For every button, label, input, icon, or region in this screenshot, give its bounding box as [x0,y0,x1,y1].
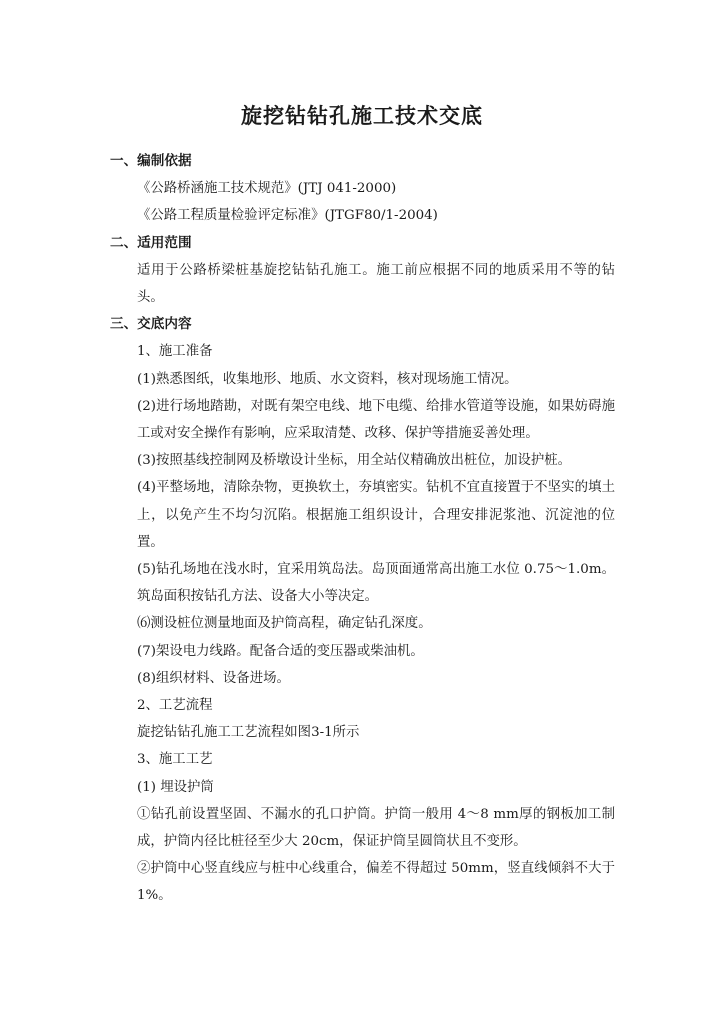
section-heading: 一、编制依据 [110,153,192,169]
paragraph: (7)架设电力线路。配备合适的变压器或柴油机。 [137,643,424,659]
paragraph: (2)进行场地踏勘，对既有架空电线、地下电缆、给排水管道等设施，如果妨碍施工或对安全操作有影响，应采取清楚、改移、保护等措施妥善处理。 [137,398,615,442]
subheading: 3、施工工艺 [137,752,213,768]
paragraph: (5)钻孔场地在浅水时，宜采用筑岛法。岛顶面通常高出施工水位 0.75～1.0m。筑岛面积按钻孔方法、设备大小等决定。 [137,562,615,605]
section-heading: 二、适用范围 [110,234,192,251]
reference-item: 《公路桥涵施工技术规范》(JTJ 041-2000) [137,181,397,197]
paragraph: 旋挖钻钻孔施工工艺流程如图3-1所示 [137,725,360,741]
paragraph: (8)组织材料、设备进场。 [137,670,290,686]
paragraph: ①钻孔前设置坚固、不漏水的孔口护筒。护筒一般用 4～8 mm厚的钢板加工制成，护筒内径比桩径至少大 20cm，保证护筒呈圆筒状且不变形。 [137,806,615,850]
paragraph: ⑹测设桩位测量地面及护筒高程，确定钻孔深度。 [137,616,432,632]
page-title: 旋挖钻钻孔施工技术交底 [241,104,483,128]
paragraph: 适用于公路桥梁桩基旋挖钻钻孔施工。施工前应根据不同的地质采用不等的钻头。 [137,262,615,306]
document-body [110,148,615,910]
paragraph: (1)熟悉图纸，收集地形、地质、水文资料，核对现场施工情况。 [137,371,518,387]
paragraph: (3)按照基线控制网及桥墩设计坐标，用全站仪精确放出桩位，加设护桩。 [137,453,572,469]
paragraph: (4)平整场地，清除杂物，更换软土，夯填密实。钻机不宜直接置于不坚实的填土上，以免产生不均匀沉陷。根据施工组织设计，合理安排泥浆池、沉淀池的位置。 [137,480,615,550]
subheading: 1、施工准备 [137,344,213,360]
subheading: 2、工艺流程 [137,698,213,714]
reference-item: 《公路工程质量检验评定标准》(JTGF80/1-2004) [137,208,438,224]
paragraph: ②护筒中心竖直线应与桩中心线重合，偏差不得超过 50mm，竖直线倾斜不大于 1%。 [137,861,615,904]
section-heading: 三、交底内容 [110,316,192,333]
subheading: (1) 埋设护筒 [137,779,214,795]
